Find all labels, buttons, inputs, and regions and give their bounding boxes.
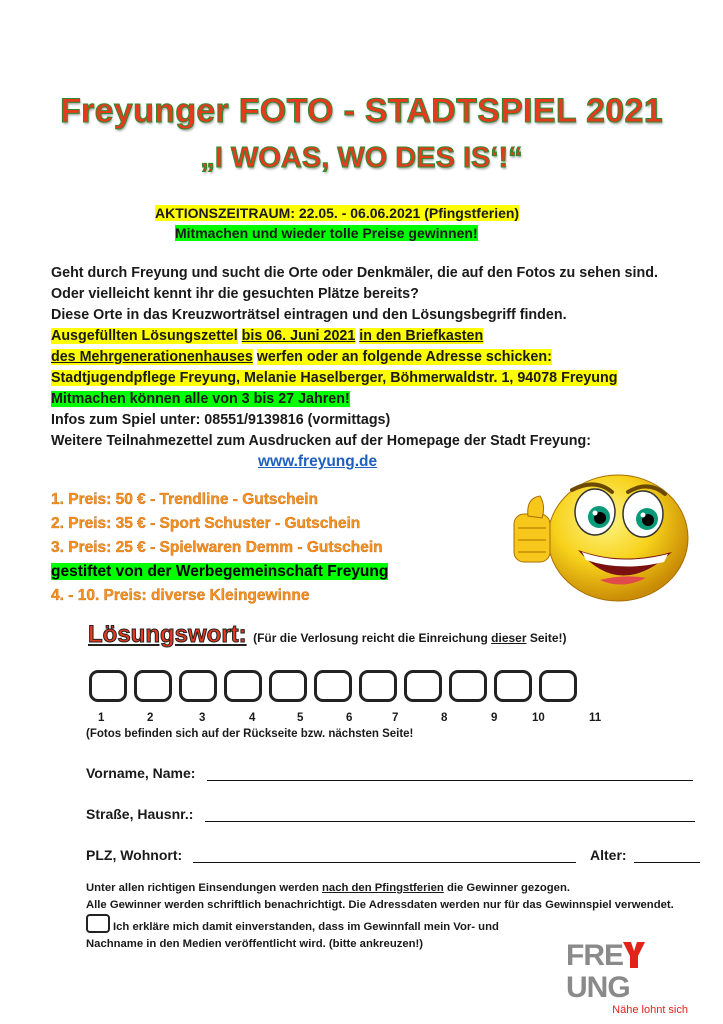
logo-slogan: Nähe lohnt sich [612,1004,688,1016]
thumbs-up-smiley-icon [500,462,700,602]
notify-line: Alle Gewinner werden schriftlich benachrichtigt. Die Adressdaten werden nur für das Gewinnspiel verwendet. [86,899,674,911]
draw-text: die Gewinner gezogen. [446,882,570,894]
sponsor-text: gestiftet von der Werbegemeinschaft Freyung [51,563,389,580]
box-number: 6 [346,712,353,724]
solution-header [88,621,567,649]
sponsor-line [51,560,388,584]
intro-line [51,389,711,410]
action-period-sub [175,223,478,243]
deadline: bis 06. Juni 2021 [241,328,356,344]
address: Stadtjugendpflege Freyung, Melanie Haselberger, Böhmerwaldstr. 1, 94078 Freyung [51,370,618,386]
consent-line: Nachname in den Medien veröffentlicht wird. (bitte ankreuzen!) [86,938,424,950]
letter-box[interactable] [269,670,307,702]
intro-line: Oder vielleicht kennt ihr die gesuchten Plätze bereits? [51,286,419,302]
prize-4-10: 4. - 10. Preis: diverse Kleingewinne [51,587,310,604]
box-number: 8 [441,712,448,724]
letter-box[interactable] [494,670,532,702]
box-number: 5 [297,712,304,724]
action-period [155,203,519,223]
prize-1: 1. Preis: 50 € - Trendline - Gutschein [51,491,319,508]
box-number: 11 [589,712,602,724]
letter-box[interactable] [449,670,487,702]
freyung-logo [566,940,696,1016]
logo-y-icon [623,942,645,968]
consent-line [86,914,716,936]
box-number: 7 [392,712,399,724]
logo-text: FRE [566,939,623,972]
logo-text: UNG [566,971,630,1004]
period-text: AKTIONSZEITRAUM: 22.05. - 06.06.2021 (Pfingstferien) [155,205,520,221]
name-label: Vorname, Name: [86,765,196,781]
consent-text: Ich erkläre mich damit einverstanden, dass im Gewinnfall mein Vor- und [113,921,499,933]
period-sub-text: Mitmachen und wieder tolle Preise gewinnen! [175,225,478,241]
street-label: Straße, Hausnr.: [86,806,194,822]
intro-text-part: des Mehrgenerationenhauses [51,349,253,365]
street-field[interactable] [205,806,695,822]
letter-box[interactable] [134,670,172,702]
intro-line [51,326,711,347]
solution-note-part: Seite!) [529,631,567,645]
intro-text [51,263,711,452]
box-number: 3 [199,712,206,724]
letter-box[interactable] [359,670,397,702]
solution-note [253,631,566,645]
intro-line: Diese Orte in das Kreuzworträtsel eintragen und den Lösungsbegriff finden. [51,307,567,323]
plz-field[interactable] [193,847,576,863]
intro-text-part: werfen oder an folgende Adresse schicken: [256,349,552,365]
prize-2: 2. Preis: 35 € - Sport Schuster - Gutschein [51,515,361,532]
intro-line [51,347,711,368]
plz-label: PLZ, Wohnort: [86,847,183,863]
letter-box[interactable] [314,670,352,702]
box-number: 9 [491,712,498,724]
age-label: Alter: [590,847,627,863]
page-subtitle: „I WOAS, WO DES IS‘!“ [200,142,523,174]
prize-3: 3. Preis: 25 € - Spielwaren Demm - Gutschein [51,539,383,556]
page-title: Freyunger FOTO - STADTSPIEL 2021 [60,92,663,130]
name-field[interactable] [207,765,693,781]
intro-text-part: in den Briefkasten [359,328,484,344]
age-range: Mitmachen können alle von 3 bis 27 Jahren! [51,391,350,407]
solution-label: Lösungswort: [88,621,247,648]
intro-line: Infos zum Spiel unter: 08551/9139816 (vormittags) [51,412,391,428]
solution-note-part: dieser [491,631,527,645]
box-number: 10 [532,712,545,724]
box-numbers [0,712,723,728]
solution-boxes [89,670,584,707]
letter-box[interactable] [179,670,217,702]
intro-line: Weitere Teilnahmezettel zum Ausdrucken auf der Homepage der Stadt Freyung: [51,433,591,449]
box-number: 4 [249,712,256,724]
solution-note-part: (Für die Verlosung reicht die Einreichung [253,631,488,645]
photos-note: (Fotos befinden sich auf der Rückseite bzw. nächsten Seite! [86,728,414,740]
draw-line [86,880,716,897]
box-number: 2 [147,712,154,724]
letter-box[interactable] [404,670,442,702]
letter-box[interactable] [224,670,262,702]
intro-text-part: Ausgefüllten Lösungszettel [51,328,238,344]
logo-wordmark [566,940,696,1004]
box-number: 1 [98,712,105,724]
prize-list [51,488,388,608]
homepage-link-text[interactable]: www.freyung.de [258,453,378,470]
age-field[interactable] [634,847,700,863]
homepage-link[interactable] [258,453,377,471]
letter-box[interactable] [89,670,127,702]
draw-date: nach den Pfingstferien [322,882,444,894]
intro-line: Geht durch Freyung und sucht die Orte oder Denkmäler, die auf den Fotos zu sehen sind. [51,265,658,281]
draw-text: Unter allen richtigen Einsendungen werden [86,882,319,894]
intro-line [51,368,711,389]
letter-box[interactable] [539,670,577,702]
consent-checkbox[interactable] [86,914,110,933]
